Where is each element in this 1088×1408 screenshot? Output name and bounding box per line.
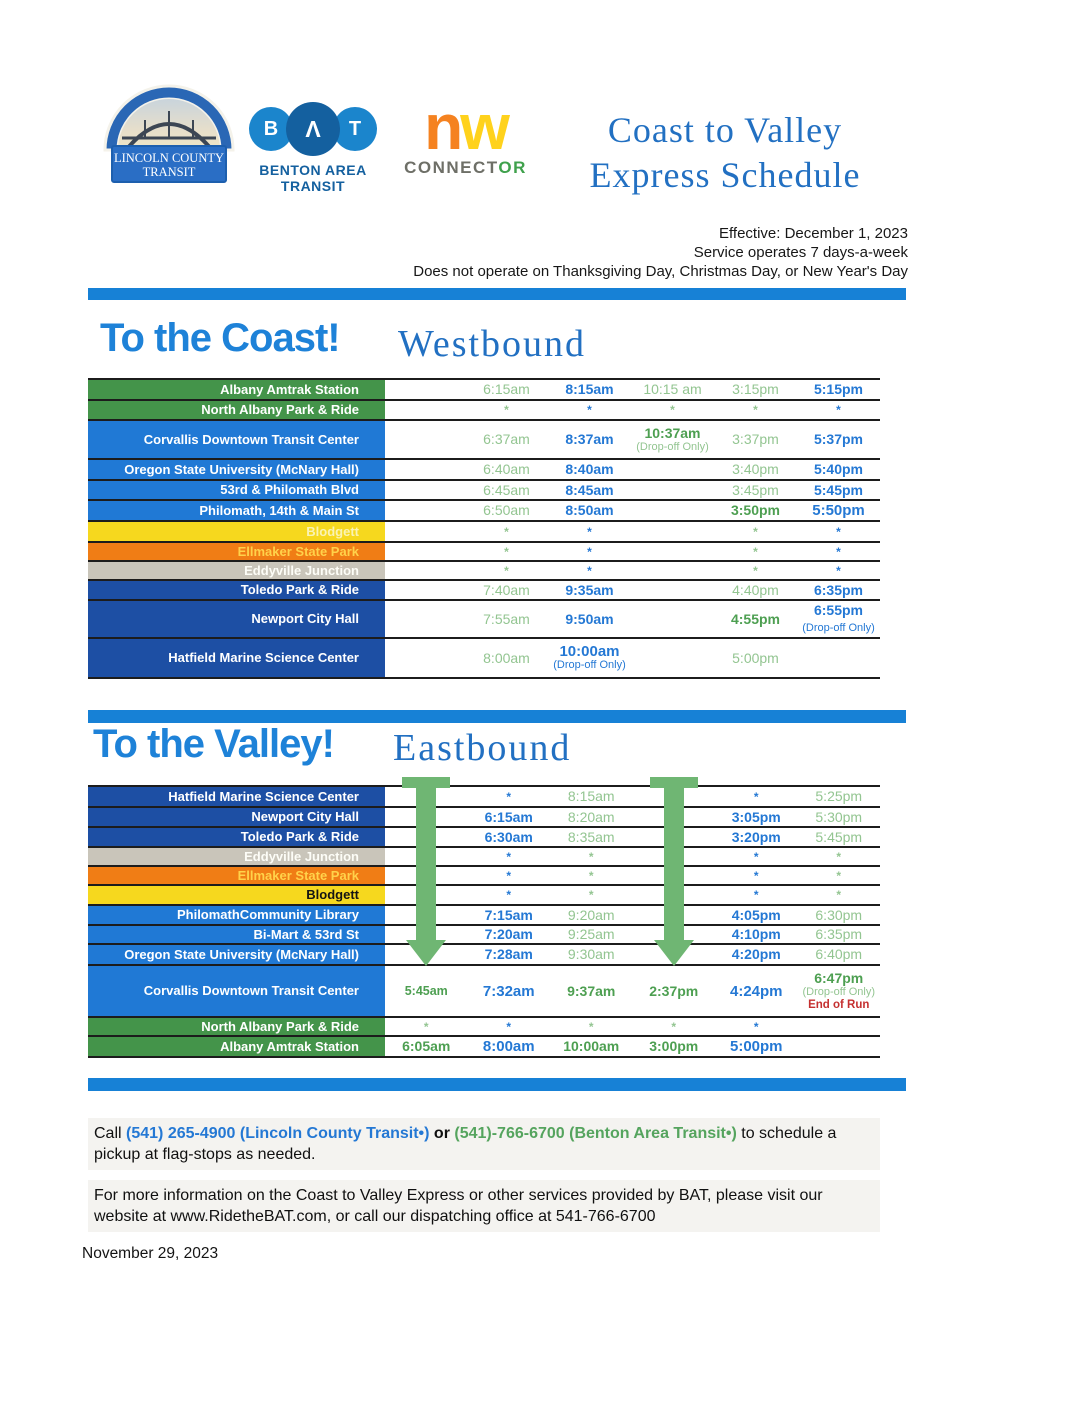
time-cell: * [423,1019,429,1034]
time-cell: 2:37pm [649,982,699,999]
time-cell: 10:15 am [643,381,702,397]
station-label: Albany Amtrak Station [220,1038,359,1054]
time-cell [631,562,714,579]
station-cell [88,945,385,964]
time-cell: 5:37pm [813,431,864,447]
time-cell [798,1037,881,1056]
table-row [88,1037,880,1058]
station-label: Blodgett [306,523,359,539]
time-cell: * [753,888,759,902]
station-cell [88,639,385,677]
time-cell: 10:00am (Drop-off Only) [553,643,626,671]
table-row [88,848,880,867]
time-cell: 9:20am [567,906,615,923]
time-cell: 5:45pm [815,828,863,845]
table-row [88,787,880,808]
time-cell: 4:24pm [729,982,783,1000]
station-label: Newport City Hall [251,611,359,626]
station-label: Corvallis Downtown Transit Center [143,431,359,447]
table-row [88,401,880,421]
table-row [88,380,880,401]
time-cell: * [506,789,512,804]
time-cell: 8:20am [567,808,615,825]
time-cell: 4:10pm [731,926,781,942]
time-cell [631,481,714,499]
eastbound-heading: To the Valley! [93,722,334,766]
call-note-part: (541)-766-6700 (Benton Area Transit•) [454,1125,742,1142]
time-cell: 8:40am [565,461,614,477]
station-label: Philomath, 14th & Main St [199,502,359,518]
effective-dates-block [280,224,908,281]
time-cell: 8:45am [565,481,614,498]
time-cell: * [753,789,759,804]
station-label: PhilomathCommunity Library [176,907,359,922]
time-cell: * [587,544,592,559]
time-cell: 6:15am [484,808,533,825]
time-cell: * [588,1019,594,1034]
spacer [385,380,465,399]
spacer [385,639,465,677]
holiday-exception-text: Does not operate on Thanksgiving Day, Christmas Day, or New Year's Day [413,263,908,280]
time-cell: * [587,403,592,417]
table-row [88,562,880,581]
table-row [88,522,880,543]
station-cell [88,522,385,541]
call-note-part: to schedule a pickup at flag-stops as needed. [94,1125,837,1163]
time-cell [631,460,714,479]
route-arrow-morning-icon [402,777,450,966]
spacer [385,421,465,458]
time-cell: * [506,888,512,902]
station-cell [88,460,385,479]
time-cell: 3:20pm [731,828,781,845]
table-row [88,481,880,501]
time-cell: 5:15pm [813,381,864,397]
table-row [88,906,880,926]
nw-connector-wordmark [398,158,533,178]
svg-text:LINCOLN COUNTY: LINCOLN COUNTY [113,151,225,165]
spacer [385,581,465,599]
eastbound-table [88,785,880,1058]
time-cell [631,543,714,560]
table-row [88,421,880,460]
station-cell [88,828,385,846]
time-cell: 8:00am [483,649,530,666]
westbound-direction-label: Westbound [398,323,587,365]
time-cell: * [753,544,758,559]
lincoln-county-transit-logo [100,80,238,188]
station-label: Newport City Hall [251,809,359,824]
station-cell [88,581,385,599]
time-cell: 4:40pm [732,581,779,598]
time-cell: 3:15pm [732,381,779,397]
time-cell [631,501,714,520]
station-cell [88,966,385,1016]
time-cell: 7:15am [484,906,533,923]
nw-connect-text: CONNECT [404,158,499,177]
time-cell: 8:37am [565,431,614,447]
divider-bar-top [88,288,906,300]
time-cell: * [587,563,592,578]
table-row [88,639,880,679]
time-cell: * [753,524,758,539]
time-cell: * [671,1019,677,1034]
spacer [385,460,465,479]
time-cell [631,522,714,541]
time-cell: * [836,888,842,902]
time-cell: 5:00pm [729,1038,783,1055]
time-cell: * [753,849,759,864]
time-cell: 9:35am [565,581,614,598]
time-cell: * [753,1019,759,1034]
time-cell: 5:45am [404,984,448,998]
table-row [88,886,880,906]
time-cell: 4:55pm [730,610,781,627]
time-cell: 7:32am [482,982,535,1000]
westbound-table [88,378,880,679]
time-cell: 3:45pm [732,481,779,498]
station-label: Oregon State University (McNary Hall) [124,946,359,962]
westbound-heading: To the Coast! [100,316,340,360]
time-cell: * [753,403,758,417]
time-cell: 7:28am [484,946,533,962]
bat-label [248,162,378,194]
nw-letter-w: w [460,91,507,163]
time-cell: 5:30pm [815,808,863,825]
benton-area-transit-logo [248,100,378,194]
station-label: Ellmaker State Park [237,867,359,883]
table-row [88,867,880,886]
station-label: Bi-Mart & 53rd St [253,926,359,942]
station-label: North Albany Park & Ride [201,402,359,417]
table-row [88,581,880,601]
time-cell: * [670,403,675,417]
station-cell [88,1018,385,1035]
bat-circle-b: B [249,107,293,151]
bat-label-line2: TRANSIT [280,178,346,194]
station-cell [88,906,385,924]
time-cell: * [588,868,594,883]
spacer [385,543,465,560]
call-note-part: or [433,1125,455,1142]
time-cell: * [588,849,594,864]
time-cell: 6:40pm [815,946,863,962]
time-cell: * [836,849,842,864]
effective-date-text: Effective: December 1, 2023 [719,225,908,242]
time-cell: 6:37am [483,431,530,447]
time-cell: 8:00am [482,1038,535,1055]
time-cell: * [504,544,509,559]
time-cell: 9:30am [567,946,615,962]
station-cell [88,886,385,904]
table-row [88,926,880,945]
time-cell: 7:55am [483,610,530,627]
time-cell: 10:00am [563,1038,620,1054]
page-title-line1: Coast to Valley [607,110,843,150]
table-row [88,945,880,966]
station-cell [88,481,385,499]
station-label: Toledo Park & Ride [240,829,359,844]
call-note-part: Call [94,1125,127,1142]
time-cell: * [588,888,594,902]
time-cell: * [506,868,512,883]
spacer [385,481,465,499]
spacer [385,601,465,637]
station-label: Albany Amtrak Station [220,381,359,397]
nw-or-text: OR [498,158,527,177]
station-label: Ellmaker State Park [237,543,359,559]
time-cell: * [504,524,509,539]
time-cell: * [836,524,841,539]
station-cell [88,401,385,419]
time-cell: * [836,544,841,559]
time-cell: 5:45pm [813,481,864,498]
spacer [385,501,465,520]
time-cell: 6:05am [402,1038,451,1054]
time-cell: 6:45am [483,481,530,498]
service-days-text: Service operates 7 days-a-week [693,244,908,261]
time-cell: * [504,563,509,578]
table-row [88,543,880,562]
time-cell: 3:40pm [732,461,779,477]
route-arrow-afternoon-icon [650,777,698,966]
time-cell: * [587,524,592,539]
bat-circle-t: T [333,107,377,151]
station-cell [88,848,385,865]
time-cell: 3:50pm [730,502,781,518]
time-cell [797,639,880,677]
time-cell: 6:40am [483,461,530,477]
page-title [540,108,910,198]
time-cell: 7:20am [484,926,533,942]
time-cell: * [504,403,509,417]
page-title-line2: Express Schedule [589,155,861,195]
time-cell: 5:25pm [815,788,863,804]
time-cell: 6:35pm [813,581,864,598]
time-cell: 5:50pm [812,502,865,519]
time-cell: 5:00pm [732,649,779,666]
time-cell: 8:15am [567,788,615,804]
bat-label-line1: BENTON AREA [259,162,367,178]
call-note-part: (541) 265-4900 (Lincoln County Transit•) [126,1125,434,1142]
eastbound-direction-label: Eastbound [393,727,572,769]
station-label: Eddyville Junction [244,562,359,578]
bat-circles-icon [248,100,378,158]
table-row [88,1018,880,1037]
time-cell: * [506,849,512,864]
time-cell: 6:30pm [815,906,863,923]
station-cell [88,1037,385,1056]
station-label: 53rd & Philomath Blvd [220,482,359,497]
station-cell [88,867,385,884]
station-label: Blodgett [306,887,359,902]
station-cell [88,543,385,560]
table-row [88,966,880,1018]
station-cell [88,808,385,826]
time-cell: * [753,563,758,578]
time-cell: 10:37am (Drop-off Only) [636,424,709,453]
time-cell: 6:47pm (Drop-off Only) End of Run [802,969,876,1011]
station-label: Toledo Park & Ride [240,582,359,597]
spacer [385,522,465,541]
time-cell: 9:50am [565,610,614,627]
station-cell [88,380,385,399]
time-cell [631,639,714,677]
time-cell: * [506,1019,512,1034]
time-cell: 7:40am [483,581,530,598]
time-cell: * [836,563,841,578]
time-cell [631,601,714,637]
revision-date: November 29, 2023 [82,1245,219,1262]
station-label: Hatfield Marine Science Center [168,650,359,665]
time-cell: 6:30am [484,828,533,845]
bat-circle-a: Λ [286,102,340,156]
flag-stop-note [88,1118,880,1170]
table-row [88,501,880,522]
table-row [88,828,880,848]
time-cell: 8:35am [567,828,615,845]
divider-bar-bottom [88,1078,906,1091]
more-info-note: For more information on the Coast to Valley Express or other services provided by BAT, please visit our website at www.RidetheBAT.com, or call our dispatching office at 541-766-6700 [88,1180,880,1232]
table-row [88,601,880,639]
time-cell: 3:05pm [731,808,781,825]
spacer [385,401,465,419]
station-cell [88,562,385,579]
time-cell: 9:37am [567,982,616,999]
nw-letters-icon [398,91,533,163]
table-row [88,460,880,481]
station-cell [88,601,385,637]
time-cell: 5:40pm [813,461,864,477]
station-label: Hatfield Marine Science Center [168,788,359,804]
station-label: Corvallis Downtown Transit Center [143,983,359,998]
time-cell: * [836,403,841,417]
time-cell: 8:50am [565,502,614,518]
time-cell: 3:37pm [732,431,779,447]
station-cell [88,501,385,520]
time-cell: 8:15am [565,381,614,397]
time-cell: * [836,868,842,883]
station-cell [88,421,385,458]
nw-connector-logo [398,91,533,178]
station-cell [88,926,385,943]
time-cell: 3:00pm [649,1038,699,1054]
time-cell [631,581,714,599]
station-cell [88,787,385,806]
time-cell [798,1018,881,1035]
time-cell: 6:35pm [815,926,863,942]
bridge-arch-icon [100,80,238,188]
svg-text:TRANSIT: TRANSIT [142,165,196,179]
time-cell: 4:20pm [731,946,781,962]
table-row [88,808,880,828]
time-cell: 6:50am [483,502,530,518]
time-cell: * [753,868,759,883]
time-cell: 6:55pm (Drop-off Only) [802,602,875,634]
station-label: Eddyville Junction [244,848,359,864]
time-cell: 4:05pm [731,906,781,923]
station-label: Oregon State University (McNary Hall) [124,461,359,477]
spacer [385,562,465,579]
nw-letter-n: n [424,91,461,163]
time-cell: 6:15am [483,381,530,397]
time-cell: 9:25am [567,926,615,942]
station-label: North Albany Park & Ride [201,1018,359,1034]
